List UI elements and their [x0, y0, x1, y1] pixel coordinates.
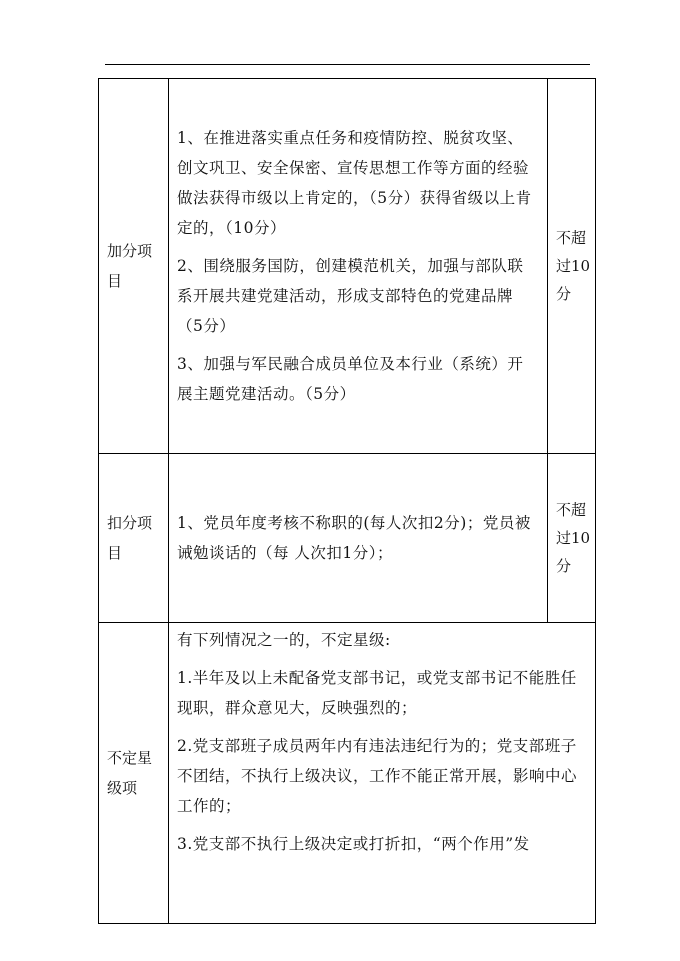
list-item: 2.党支部班子成员两年内有违法违纪行为的；党支部班子不团结，不执行上级决议，工作不能正常开展，影响中心工作的； — [177, 737, 578, 815]
scoring-table — [98, 78, 596, 924]
content-cell — [169, 623, 596, 924]
category-cell: 不定星级项 — [99, 623, 169, 924]
category-cell: 加分项目 — [99, 79, 169, 454]
header-rule — [105, 64, 590, 65]
content-cell — [169, 79, 548, 454]
list-item: 1、在推进落实重点任务和疫情防控、脱贫攻坚、创文巩卫、安全保密、宣传思想工作等方面的经验做法获得市级以上肯定的，（5分）获得省级以上肯定的，（10分） — [177, 129, 532, 237]
score-cell: 不超过10分 — [548, 454, 596, 623]
content-cell — [169, 454, 548, 623]
table-row-no-star — [99, 623, 596, 924]
list-item: 1、党员年度考核不称职的(每人次扣2分)；党员被诫勉谈话的（每 人次扣1分）； — [177, 514, 531, 562]
table-row-deduction — [99, 454, 596, 623]
list-item: 有下列情况之一的，不定星级: — [177, 631, 391, 649]
table-row-bonus — [99, 79, 596, 454]
list-item: 3、加强与军民融合成员单位及本行业（系统）开展主题党建活动。（5分） — [177, 355, 524, 403]
category-cell: 扣分项目 — [99, 454, 169, 623]
list-item: 1.半年及以上未配备党支部书记，或党支部书记不能胜任现职，群众意见大，反映强烈的； — [177, 669, 577, 717]
score-cell: 不超过10分 — [548, 79, 596, 454]
list-item: 2、围绕服务国防，创建模范机关，加强与部队联系开展共建党建活动，形成支部特色的党建品牌（5分） — [177, 257, 524, 335]
list-item: 3.党支部不执行上级决定或打折扣，“两个作用”发 — [177, 835, 530, 853]
